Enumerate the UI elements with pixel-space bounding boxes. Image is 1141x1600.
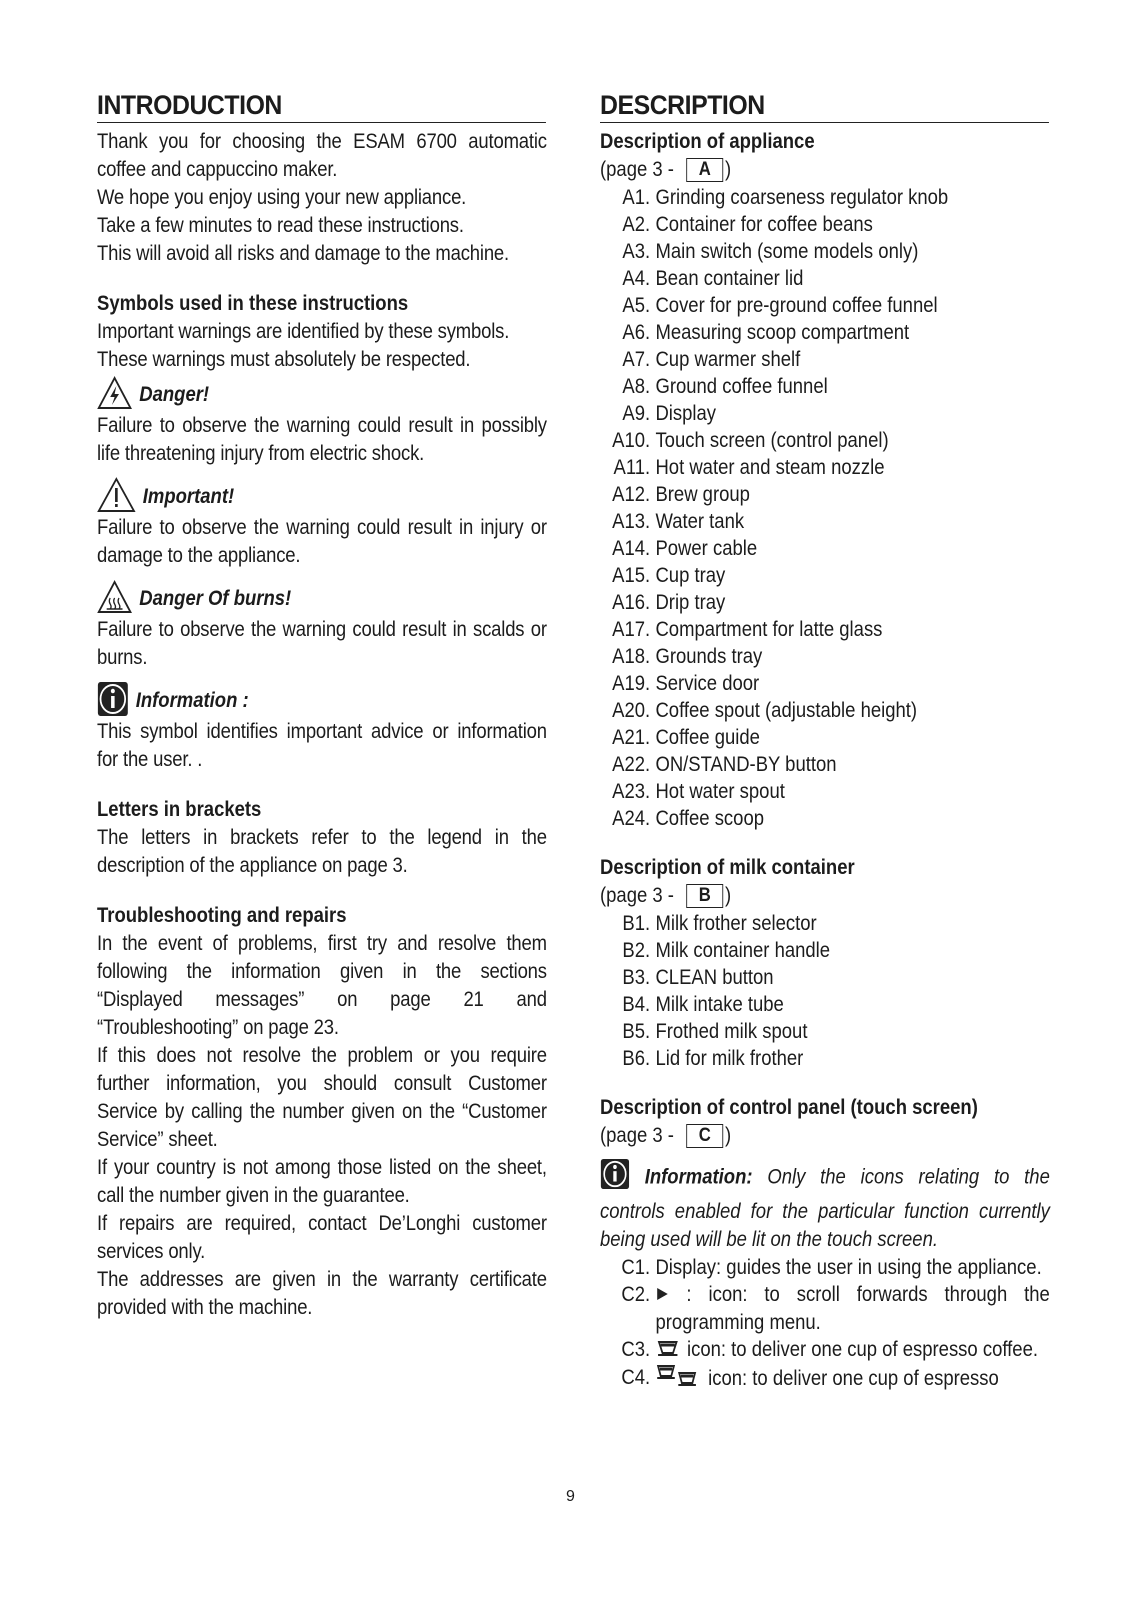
item-text: Bean container lid (655, 267, 804, 290)
symbols-block (97, 290, 547, 1322)
item-code: A14. (612, 537, 651, 560)
troubleshooting-para-2: If this does not resolve the problem or you require further information, you should consult Customer Service by calling the number given on the “Customer Service” sheet. (97, 1044, 547, 1151)
item-code: A12. (612, 483, 651, 506)
panel-info-note (600, 1158, 1050, 1254)
item-text: icon: to deliver one cup of espresso (708, 1366, 999, 1390)
item-code: B5. (622, 1020, 651, 1043)
item-text: Display (655, 402, 717, 425)
item-text: ON/STAND-BY button (655, 753, 837, 776)
item-text: Coffee guide (655, 726, 760, 749)
list-item (600, 238, 1050, 265)
info-label: Information : (135, 689, 249, 712)
item-text: Grounds tray (655, 645, 763, 668)
troubleshooting-para-3: If your country is not among those listed on the sheet, call the number given in the guarantee. (97, 1156, 547, 1207)
item-code: A10. (612, 429, 651, 452)
item-code: A21. (612, 726, 651, 749)
milk-heading: Description of milk container (600, 856, 855, 879)
introduction-column (97, 88, 547, 1322)
two-cups-icon (655, 1364, 703, 1395)
control-panel-list (600, 1254, 1050, 1395)
intro-para-4: This will avoid all risks and damage to the machine. (97, 242, 509, 265)
symbols-para-1: Important warnings are identified by these symbols. (97, 320, 510, 343)
list-item (600, 481, 1050, 508)
list-item (600, 400, 1050, 427)
item-code: A5. (622, 294, 651, 317)
item-code: B2. (622, 939, 651, 962)
item-text: Service door (655, 672, 760, 695)
exclamation-warning-icon (97, 477, 136, 518)
troubleshooting-heading: Troubleshooting and repairs (97, 904, 347, 927)
item-text: Brew group (655, 483, 750, 506)
description-block (600, 128, 1050, 1395)
item-code: A6. (622, 321, 651, 344)
item-text: Drip tray (655, 591, 726, 614)
item-text: Hot water spout (655, 780, 785, 803)
item-text: : icon: to scroll forwards through the programming menu. (655, 1283, 1050, 1334)
danger-label: Danger! (139, 383, 210, 406)
play-arrow-icon (655, 1282, 669, 1309)
list-item (600, 1254, 1050, 1281)
panel-heading: Description of control panel (touch screen) (600, 1096, 978, 1119)
list-item (600, 964, 1050, 991)
list-item (600, 211, 1050, 238)
item-code: B6. (622, 1047, 651, 1070)
item-text-wrap (655, 1336, 1049, 1364)
appliance-parts-list (600, 184, 1050, 832)
item-code: A4. (622, 267, 651, 290)
list-item (600, 454, 1050, 481)
list-item (600, 751, 1050, 778)
item-text: Main switch (some models only) (655, 240, 919, 263)
list-item (600, 670, 1050, 697)
milk-parts-list (600, 910, 1050, 1072)
item-text: Milk container handle (655, 939, 831, 962)
list-item (600, 346, 1050, 373)
list-item (600, 508, 1050, 535)
appliance-ref-letter: A (686, 158, 723, 182)
appliance-page-reference (600, 156, 1050, 184)
item-text: Hot water and steam nozzle (655, 456, 885, 479)
item-code: A23. (612, 780, 651, 803)
panel-ref-letter: C (686, 1124, 723, 1148)
list-item (600, 562, 1050, 589)
item-code: A18. (612, 645, 651, 668)
intro-para-3: Take a few minutes to read these instructions. (97, 214, 464, 237)
panel-info-text: Only the icons relating to the controls enabled for the particular function currently being used will be lit on the touch screen. (600, 1165, 1050, 1251)
list-item (600, 292, 1050, 319)
item-code: C1. (621, 1256, 651, 1279)
item-text: Cup warmer shelf (655, 348, 801, 371)
panel-ref-prefix: (page 3 - (600, 1124, 674, 1147)
information-icon (97, 681, 129, 722)
item-code: A24. (612, 807, 651, 830)
item-code: B3. (622, 966, 651, 989)
list-item (600, 778, 1050, 805)
item-text: CLEAN button (655, 966, 774, 989)
item-code: A20. (612, 699, 651, 722)
troubleshooting-para-4: If repairs are required, contact De’Longhi customer services only. (97, 1212, 547, 1263)
hot-surface-warning-icon (97, 580, 132, 619)
item-code: A15. (612, 564, 651, 587)
item-code: A16. (612, 591, 651, 614)
appliance-heading: Description of appliance (600, 130, 815, 153)
item-text: Milk intake tube (655, 993, 784, 1016)
important-text: Failure to observe the warning could result in injury or damage to the appliance. (97, 516, 547, 567)
intro-para-2: We hope you enjoy using your new appliance. (97, 186, 467, 209)
burns-label: Danger Of burns! (139, 587, 292, 610)
troubleshooting-para-1: In the event of problems, first try and resolve them following the information given in the sections “Displayed messages” on page 21 and “Troubleshooting” on page 23. (97, 932, 547, 1039)
item-code: A22. (612, 753, 651, 776)
intro-block (97, 128, 547, 268)
item-code: A1. (622, 186, 651, 209)
item-text: Compartment for latte glass (655, 618, 883, 641)
symbols-heading: Symbols used in these instructions (97, 292, 409, 315)
letters-heading: Letters in brackets (97, 798, 262, 821)
item-text: Coffee scoop (655, 807, 765, 830)
troubleshooting-para-5: The addresses are given in the warranty certificate provided with the machine. (97, 1268, 547, 1319)
item-code: C4. (621, 1365, 651, 1389)
item-code: C3. (621, 1337, 651, 1361)
list-item (600, 1364, 1050, 1395)
important-heading (97, 480, 547, 514)
item-text: Touch screen (control panel) (655, 429, 889, 452)
list-item (600, 535, 1050, 562)
item-text: Container for coffee beans (655, 213, 873, 236)
list-item (600, 910, 1050, 937)
list-item (600, 1281, 1050, 1336)
list-item (600, 589, 1050, 616)
item-text: Water tank (655, 510, 745, 533)
electric-warning-icon (97, 376, 132, 415)
panel-info-label: Information: (644, 1165, 753, 1189)
burns-text: Failure to observe the warning could result in scalds or burns. (97, 618, 547, 669)
item-code: A11. (613, 456, 651, 479)
item-code: A2. (622, 213, 651, 236)
milk-ref-prefix: (page 3 - (600, 884, 674, 907)
list-item (600, 1018, 1050, 1045)
description-heading: DESCRIPTION (600, 88, 1049, 123)
symbols-para-2: These warnings must absolutely be respected. (97, 348, 471, 371)
page-number: 9 (566, 1488, 575, 1505)
item-text: Coffee spout (adjustable height) (655, 699, 918, 722)
danger-text: Failure to observe the warning could result in possibly life threatening injury from electric shock. (97, 414, 547, 465)
single-cup-icon (655, 1337, 681, 1364)
item-text: icon: to deliver one cup of espresso coffee. (686, 1337, 1038, 1361)
panel-ref-suffix: ) (725, 1124, 732, 1147)
item-text-wrap (655, 1364, 1049, 1395)
item-code: A8. (622, 375, 651, 398)
list-item (600, 373, 1050, 400)
item-text-wrap (655, 1281, 1049, 1336)
item-code: B4. (622, 993, 651, 1016)
list-item (600, 184, 1050, 211)
information-icon (600, 1158, 630, 1198)
appliance-ref-prefix: (page 3 - (600, 158, 674, 181)
introduction-heading: INTRODUCTION (97, 88, 546, 123)
milk-ref-letter: B (686, 884, 723, 908)
list-item (600, 1045, 1050, 1072)
item-text: Frothed milk spout (655, 1020, 808, 1043)
description-column (600, 88, 1050, 1395)
list-item (600, 697, 1050, 724)
list-item (600, 1336, 1050, 1364)
letters-text: The letters in brackets refer to the legend in the description of the appliance on page 3. (97, 826, 547, 877)
item-text: Ground coffee funnel (655, 375, 828, 398)
item-text: Measuring scoop compartment (655, 321, 910, 344)
list-item (600, 643, 1050, 670)
item-text: Cup tray (655, 564, 726, 587)
danger-heading (97, 378, 547, 412)
list-item (600, 319, 1050, 346)
milk-page-reference (600, 882, 1050, 910)
item-code: A9. (622, 402, 651, 425)
info-text: This symbol identifies important advice or information for the user. . (97, 720, 547, 771)
item-code: A17. (612, 618, 651, 641)
intro-para-1: Thank you for choosing the ESAM 6700 automatic coffee and cappuccino maker. (97, 130, 547, 181)
item-code: A7. (622, 348, 651, 371)
list-item (600, 616, 1050, 643)
item-text: Display: guides the user in using the appliance. (655, 1256, 1042, 1279)
appliance-ref-suffix: ) (725, 158, 732, 181)
item-text: Power cable (655, 537, 758, 560)
list-item (600, 427, 1050, 454)
info-heading (97, 684, 547, 718)
list-item (600, 937, 1050, 964)
list-item (600, 265, 1050, 292)
panel-page-reference (600, 1122, 1050, 1150)
item-text: Milk frother selector (655, 912, 817, 935)
item-code: A19. (612, 672, 651, 695)
list-item (600, 805, 1050, 832)
burns-heading (97, 582, 547, 616)
item-code: B1. (622, 912, 651, 935)
list-item (600, 724, 1050, 751)
item-code: C2. (621, 1283, 651, 1306)
item-text: Lid for milk frother (655, 1047, 804, 1070)
important-label: Important! (142, 485, 235, 508)
item-text: Cover for pre-ground coffee funnel (655, 294, 938, 317)
item-code: A13. (612, 510, 651, 533)
list-item (600, 991, 1050, 1018)
milk-ref-suffix: ) (725, 884, 732, 907)
item-text: Grinding coarseness regulator knob (655, 186, 949, 209)
item-code: A3. (622, 240, 651, 263)
